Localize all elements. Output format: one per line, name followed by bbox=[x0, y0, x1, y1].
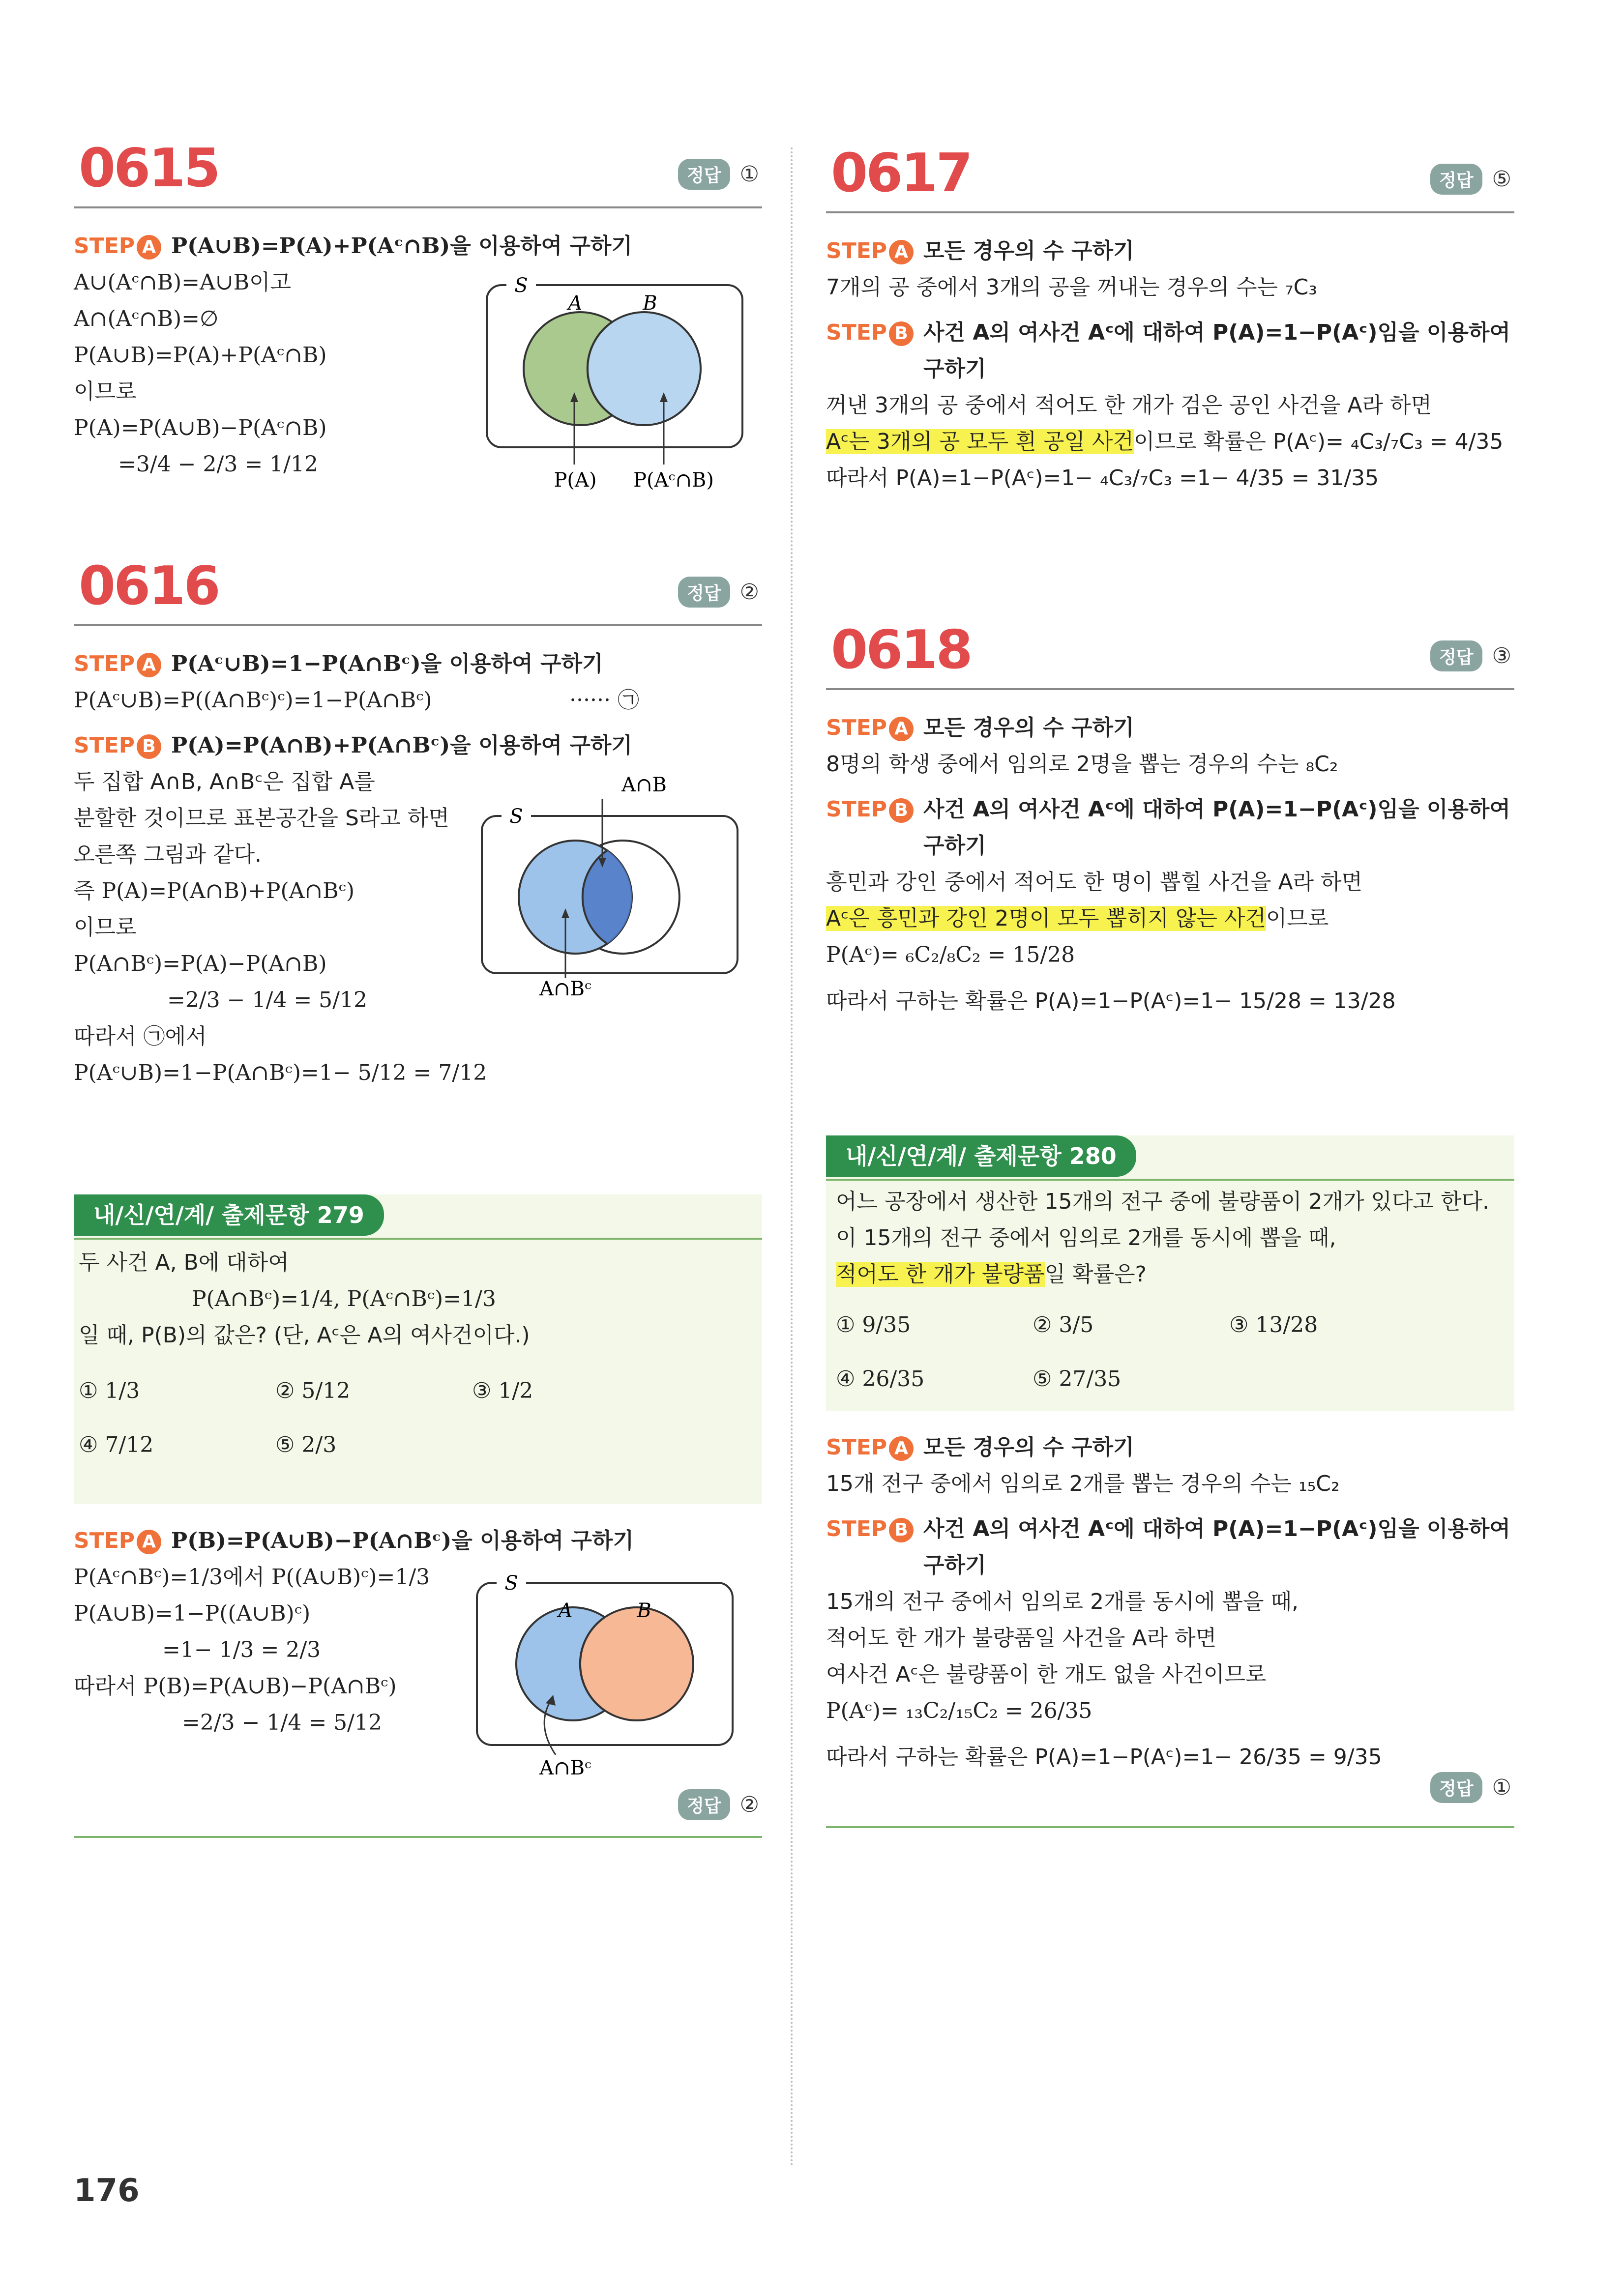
answer-box bbox=[1430, 640, 1511, 671]
step-label: STEP A bbox=[74, 646, 161, 682]
solution-line: 따라서 P(A)=1−P(Aᶜ)=1− ₄C₃/₇C₃ =1− 4/35 = 31/35 bbox=[826, 465, 1379, 491]
answer-badge: 정답 bbox=[678, 1789, 730, 1820]
step-title: 모든 경우의 수 구하기 bbox=[923, 1435, 1134, 1460]
answer-badge: 정답 bbox=[1430, 1772, 1482, 1803]
solution-line: 분할한 것이므로 표본공간을 S라고 하면 bbox=[74, 806, 449, 831]
step-label: STEP A bbox=[826, 233, 914, 269]
solution-line: 7개의 공 중에서 3개의 공을 꺼내는 경우의 수는 ₇C₃ bbox=[826, 275, 1317, 300]
question-line: P(A∩Bᶜ)=1/4, P(Aᶜ∩Bᶜ)=1/3 bbox=[192, 1286, 496, 1311]
solution-line: 15개 전구 중에서 임의로 2개를 뽑는 경우의 수는 ₁₅C₂ bbox=[826, 1471, 1340, 1496]
step-title: 사건 A의 여사건 Aᶜ에 대하여 P(A)=1−P(Aᶜ)임을 이용하여 구하기 bbox=[923, 1516, 1510, 1578]
solution-line: =2/3 − 1/4 = 5/12 bbox=[167, 988, 367, 1013]
solution-279 bbox=[74, 1514, 762, 1817]
section-end-rule bbox=[826, 1826, 1514, 1828]
solution-line: 적어도 한 개가 불량품일 사건을 A라 하면 bbox=[826, 1626, 1217, 1651]
solution-line: 두 집합 A∩B, A∩Bᶜ은 집합 A를 bbox=[74, 769, 375, 794]
step-title: P(B)=P(A∪B)−P(A∩Bᶜ)을 이용하여 구하기 bbox=[171, 1528, 634, 1553]
venn-label-bottom: A∩Bᶜ bbox=[539, 978, 591, 998]
answer-value: ⑤ bbox=[1492, 167, 1511, 192]
problem-0618 bbox=[826, 619, 1514, 1019]
answer-options bbox=[79, 1364, 752, 1472]
option-4[interactable]: ④ 26/35 bbox=[836, 1366, 925, 1392]
problem-number: 0615 bbox=[79, 138, 219, 199]
problem-header bbox=[74, 555, 762, 626]
question-line: 두 사건 A, B에 대하여 bbox=[79, 1250, 289, 1275]
answer-badge: 정답 bbox=[678, 159, 730, 190]
venn-label-a: A bbox=[558, 1599, 573, 1622]
answer-value: ③ bbox=[1492, 643, 1511, 668]
solution-line: A∩(Aᶜ∩B)=∅ bbox=[74, 306, 219, 331]
linked-problem-279 bbox=[74, 1194, 762, 1504]
solution-line: 이므로 bbox=[74, 915, 137, 940]
problem-number: 0618 bbox=[831, 619, 971, 681]
solution-line: =3/4 − 2/3 = 1/12 bbox=[118, 452, 318, 477]
solution-line: 오른쪽 그림과 같다. bbox=[74, 842, 262, 867]
step-label: STEP A bbox=[826, 710, 914, 746]
solution-line: 따라서 P(B)=P(A∪B)−P(A∩Bᶜ) bbox=[74, 1674, 397, 1699]
step-label: STEP A bbox=[826, 1429, 914, 1466]
answer-value: ② bbox=[739, 1792, 759, 1817]
solution-line: 이므로 bbox=[74, 379, 137, 404]
linked-problem-tab: 내/신/연/계/ 출제문항 280 bbox=[826, 1135, 1136, 1177]
linked-problem-header bbox=[826, 1135, 1514, 1181]
solution-line: P(Aᶜ∪B)=1−P(A∩Bᶜ)=1− 5/12 = 7/12 bbox=[74, 1060, 487, 1085]
option-4[interactable]: ④ 7/12 bbox=[79, 1432, 154, 1457]
page-number: 176 bbox=[74, 2173, 140, 2209]
step-label: STEP A bbox=[74, 228, 161, 264]
linked-problem-tab: 내/신/연/계/ 출제문항 279 bbox=[74, 1194, 384, 1236]
solution-line: 흥민과 강인 중에서 적어도 한 명이 뽑힐 사건을 A라 하면 bbox=[826, 870, 1363, 895]
step-title: P(A)=P(A∩B)+P(A∩Bᶜ)을 이용하여 구하기 bbox=[171, 733, 632, 758]
step-b bbox=[826, 791, 1514, 864]
step-a bbox=[826, 233, 1514, 269]
venn-label-s: S bbox=[514, 274, 528, 297]
solution-line: Aᶜ은 흥민과 강인 2명이 모두 뽑히지 않는 사건이므로 bbox=[826, 906, 1329, 931]
venn-caption-pa: P(A) bbox=[554, 469, 597, 492]
column-divider bbox=[791, 147, 793, 2168]
problem-header bbox=[74, 138, 762, 208]
option-2[interactable]: ② 5/12 bbox=[275, 1378, 351, 1403]
venn-label-bottom: A∩Bᶜ bbox=[539, 1757, 591, 1779]
option-1[interactable]: ① 1/3 bbox=[79, 1378, 140, 1403]
venn-label-b: B bbox=[643, 292, 657, 315]
solution-line: A∪(Aᶜ∩B)=A∪B이고 bbox=[74, 270, 292, 295]
solution-line: 따라서 구하는 확률은 P(A)=1−P(Aᶜ)=1− 15/28 = 13/28 bbox=[826, 988, 1396, 1014]
solution-line: P(Aᶜ∩Bᶜ)=1/3에서 P((A∪B)ᶜ)=1/3 bbox=[74, 1565, 430, 1590]
solution-line: =1− 1/3 = 2/3 bbox=[162, 1637, 321, 1662]
question-line: 일 때, P(B)의 값은? (단, Aᶜ은 A의 여사건이다.) bbox=[79, 1323, 530, 1348]
solution-line: 즉 P(A)=P(A∩B)+P(A∩Bᶜ) bbox=[74, 878, 354, 903]
step-a bbox=[74, 1523, 762, 1559]
solution-line: P(Aᶜ∪B)=P((A∩Bᶜ)ᶜ)=1−P(A∩Bᶜ) ······ ㉠ bbox=[74, 688, 639, 713]
solution-line: P(A∩Bᶜ)=P(A)−P(A∩B) bbox=[74, 951, 327, 976]
venn-diagram bbox=[472, 1568, 747, 1779]
option-3[interactable]: ③ 13/28 bbox=[1229, 1312, 1318, 1337]
solution-line: Aᶜ는 3개의 공 모두 흰 공일 사건이므로 확률은 P(Aᶜ)= ₄C₃/₇C₃ = 4/35 bbox=[826, 429, 1504, 454]
answer-box bbox=[678, 1789, 759, 1820]
solution-line: P(A∪B)=P(A)+P(Aᶜ∩B) bbox=[74, 343, 327, 368]
solution-line: 8명의 학생 중에서 임의로 2명을 뽑는 경우의 수는 ₈C₂ bbox=[826, 752, 1338, 777]
solution-line: 따라서 구하는 확률은 P(A)=1−P(Aᶜ)=1− 26/35 = 9/35 bbox=[826, 1744, 1382, 1770]
question-line: 이 15개의 전구 중에서 임의로 2개를 동시에 뽑을 때, bbox=[836, 1225, 1336, 1250]
solution-280 bbox=[826, 1421, 1514, 1800]
step-a bbox=[826, 710, 1514, 746]
highlight: 적어도 한 개가 불량품 bbox=[836, 1262, 1045, 1287]
step-label: STEP B bbox=[826, 315, 914, 351]
solution-line: 15개의 전구 중에서 임의로 2개를 동시에 뽑을 때, bbox=[826, 1589, 1299, 1614]
answer-box bbox=[678, 159, 759, 190]
step-label: STEP B bbox=[74, 727, 161, 764]
highlight: Aᶜ은 흥민과 강인 2명이 모두 뽑히지 않는 사건 bbox=[826, 906, 1266, 931]
answer-box bbox=[678, 577, 759, 608]
answer-value: ① bbox=[739, 162, 759, 187]
venn-label-top: A∩B bbox=[621, 774, 667, 796]
solution-line: P(A)=P(A∪B)−P(Aᶜ∩B) bbox=[74, 415, 327, 440]
solution-line: 따라서 ㉠에서 bbox=[74, 1024, 207, 1049]
step-label: STEP B bbox=[826, 791, 914, 828]
option-3[interactable]: ③ 1/2 bbox=[472, 1378, 533, 1403]
answer-value: ② bbox=[739, 580, 759, 605]
step-label: STEP A bbox=[74, 1523, 161, 1559]
problem-0617 bbox=[826, 143, 1514, 496]
problem-0615 bbox=[74, 138, 762, 492]
answer-badge: 정답 bbox=[1430, 164, 1482, 195]
linked-problem-280 bbox=[826, 1135, 1514, 1411]
option-5[interactable]: ⑤ 27/35 bbox=[1033, 1366, 1122, 1392]
step-title: 사건 A의 여사건 Aᶜ에 대하여 P(A)=1−P(Aᶜ)임을 이용하여 구하기 bbox=[923, 797, 1510, 858]
solution-line: 여사건 Aᶜ은 불량품이 한 개도 없을 사건이므로 bbox=[826, 1662, 1267, 1687]
step-title: 모든 경우의 수 구하기 bbox=[923, 238, 1134, 263]
step-b bbox=[74, 727, 762, 764]
problem-header bbox=[826, 619, 1514, 690]
venn-label-b: B bbox=[637, 1599, 651, 1622]
answer-box bbox=[1430, 164, 1511, 195]
step-a bbox=[826, 1429, 1514, 1466]
venn-label-s: S bbox=[509, 805, 523, 828]
venn-diagram bbox=[482, 270, 757, 496]
linked-problem-header bbox=[74, 1194, 762, 1240]
answer-badge: 정답 bbox=[678, 577, 730, 608]
answer-box bbox=[1430, 1772, 1511, 1803]
section-end-rule bbox=[74, 1836, 762, 1838]
venn-caption-pacb: P(Aᶜ∩B) bbox=[633, 469, 714, 492]
answer-options bbox=[836, 1298, 1505, 1406]
solution-line: P(A∪B)=1−P((A∪B)ᶜ) bbox=[74, 1601, 311, 1626]
question-line: 적어도 한 개가 불량품일 확률은? bbox=[836, 1262, 1147, 1287]
venn-label-s: S bbox=[504, 1572, 518, 1595]
step-title: 모든 경우의 수 구하기 bbox=[923, 715, 1134, 740]
problem-number: 0616 bbox=[79, 555, 219, 617]
step-label: STEP B bbox=[826, 1511, 914, 1547]
step-title: 사건 A의 여사건 Aᶜ에 대하여 P(A)=1−P(Aᶜ)임을 이용하여 구하기 bbox=[923, 320, 1510, 381]
option-5[interactable]: ⑤ 2/3 bbox=[275, 1432, 337, 1457]
venn-label-a: A bbox=[568, 292, 583, 315]
step-a bbox=[74, 646, 762, 682]
problem-number: 0617 bbox=[831, 143, 971, 204]
step-b bbox=[826, 1511, 1514, 1584]
step-b bbox=[826, 315, 1514, 387]
option-1[interactable]: ① 9/35 bbox=[836, 1312, 911, 1337]
question-line: 어느 공장에서 생산한 15개의 전구 중에 불량품이 2개가 있다고 한다. bbox=[836, 1189, 1489, 1214]
answer-value: ① bbox=[1492, 1775, 1511, 1800]
problem-0616 bbox=[74, 555, 762, 1091]
option-2[interactable]: ② 3/5 bbox=[1033, 1312, 1094, 1337]
problem-header bbox=[826, 143, 1514, 213]
step-title: P(A∪B)=P(A)+P(Aᶜ∩B)을 이용하여 구하기 bbox=[171, 233, 632, 259]
venn-diagram bbox=[477, 772, 752, 998]
solution-line: =2/3 − 1/4 = 5/12 bbox=[182, 1710, 382, 1735]
solution-line: 꺼낸 3개의 공 중에서 적어도 한 개가 검은 공인 사건을 A라 하면 bbox=[826, 393, 1432, 418]
solution-line: P(Aᶜ)= ₆C₂/₈C₂ = 15/28 bbox=[826, 942, 1075, 967]
answer-badge: 정답 bbox=[1430, 640, 1482, 671]
solution-line: P(Aᶜ)= ₁₃C₂/₁₅C₂ = 26/35 bbox=[826, 1698, 1093, 1723]
step-title: P(Aᶜ∪B)=1−P(A∩Bᶜ)을 이용하여 구하기 bbox=[171, 651, 603, 676]
step-a bbox=[74, 228, 762, 264]
highlight: Aᶜ는 3개의 공 모두 흰 공일 사건 bbox=[826, 429, 1134, 454]
